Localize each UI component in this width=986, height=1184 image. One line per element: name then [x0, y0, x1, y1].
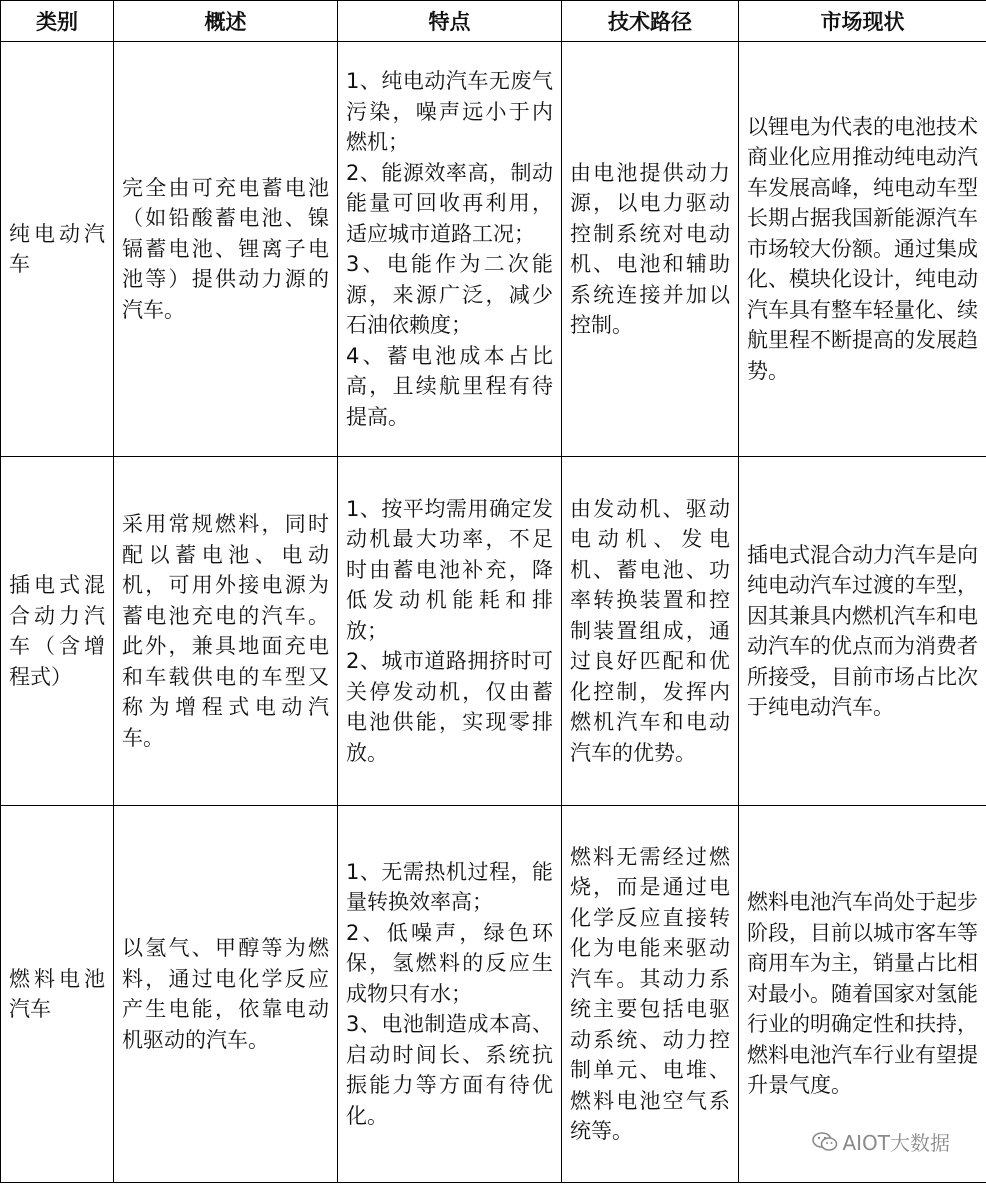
table-row: [1, 42, 986, 457]
table-row: [1, 806, 986, 1183]
cell-overview: 采用常规燃料，同时配以蓄电池、电动机，可用外接电源为蓄电池充电的汽车。此外，兼具地面充电和车载供电的车型又称为增程式电动汽车。: [114, 457, 338, 806]
wechat-icon: [812, 1132, 838, 1152]
table-row: [1, 457, 986, 806]
cell-overview: 完全由可充电蓄电池（如铅酸蓄电池、镍镉蓄电池、锂离子电池等）提供动力源的汽车。: [114, 42, 338, 457]
cell-market: 插电式混合动力汽车是向纯电动汽车过渡的车型，因其兼具内燃机汽车和电动汽车的优点而为消费者所接受，目前市场占比次于纯电动汽车。: [739, 457, 986, 806]
cell-tech-path: 由电池提供动力源，以电力驱动控制系统对电动机、电池和辅助系统连接并加以控制。: [562, 42, 739, 457]
header-tech-path: 技术路径: [562, 1, 739, 42]
cell-market: 燃料电池汽车尚处于起步阶段，目前以城市客车等商用车为主，销量占比相对最小。随着国家对氢能行业的明确定性和扶持，燃料电池汽车行业有望提升景气度。: [739, 806, 986, 1183]
cell-tech-path: 燃料无需经过燃烧，而是通过电化学反应直接转化为电能来驱动汽车。其动力系统主要包括电驱动系统、动力控制单元、电堆、燃料电池空气系统等。: [562, 806, 739, 1183]
cell-features: 1、按平均需用确定发动机最大功率，不足时由蓄电池补充，降低发动机能耗和排放； 2、城市道路拥挤时可关停发动机，仅由蓄电池供能，实现零排放。: [338, 457, 562, 806]
header-category: 类别: [1, 1, 114, 42]
cell-category: 插电式混合动力汽车（含增程式）: [1, 457, 114, 806]
header-market: 市场现状: [739, 1, 986, 42]
cell-market: 以锂电为代表的电池技术商业化应用推动纯电动汽车发展高峰，纯电动车型长期占据我国新能源汽车市场较大份额。通过集成化、模块化设计，纯电动汽车具有整车轻量化、续航里程不断提高的发展趋势。: [739, 42, 986, 457]
header-features: 特点: [338, 1, 562, 42]
cell-features: 1、无需热机过程，能量转换效率高； 2、低噪声，绿色环保，氢燃料的反应生成物只有水； 3、电池制造成本高、启动时间长、系统抗振能力等方面有待优化。: [338, 806, 562, 1183]
cell-category: 燃料电池汽车: [1, 806, 114, 1183]
cell-features: 1、纯电动汽车无废气污染，噪声远小于内燃机； 2、能源效率高，制动能量可回收再利用，适应城市道路工况； 3、电能作为二次能源，来源广泛，减少石油依赖度； 4、蓄电池成本占比高，且续航里程有待提高。: [338, 42, 562, 457]
cell-category: 纯电动汽车: [1, 42, 114, 457]
header-row: [1, 1, 986, 42]
cell-overview: 以氢气、甲醇等为燃料，通过电化学反应产生电能，依靠电动机驱动的汽车。: [114, 806, 338, 1183]
header-overview: 概述: [114, 1, 338, 42]
watermark-text: AIOT大数据: [842, 1131, 950, 1155]
cell-tech-path: 由发动机、驱动电动机、发电机、蓄电池、功率转换装置和控制装置组成，通过良好匹配和优化控制，发挥内燃机汽车和电动汽车的优势。: [562, 457, 739, 806]
watermark: [812, 1127, 950, 1156]
